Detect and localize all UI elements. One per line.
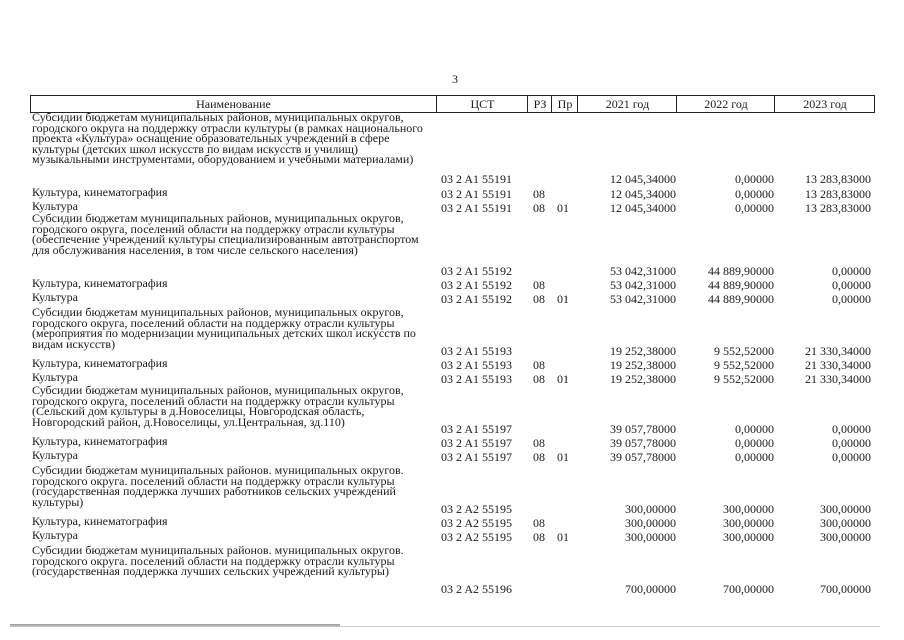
row-2023: 300,00000 [820, 530, 871, 544]
row-2021: 39 057,78000 [610, 450, 676, 464]
row-2021: 53 042,31000 [610, 292, 676, 306]
row-rz: 08 [533, 516, 545, 530]
row-2022: 300,00000 [723, 502, 774, 516]
row-cst: 03 2 A2 55195 [441, 516, 513, 530]
row-2022: 300,00000 [723, 530, 774, 544]
row-2022: 0,00000 [735, 201, 774, 215]
row-2021: 700,00000 [625, 582, 676, 596]
row-cst: 03 2 A2 55195 [441, 530, 513, 544]
row-2023: 0,00000 [832, 278, 871, 292]
row-2023: 700,00000 [820, 582, 871, 596]
row-2021: 300,00000 [625, 502, 676, 516]
row-name: Культура [32, 290, 78, 304]
row-name: Культура, кинематография [32, 434, 168, 448]
row-2023: 13 283,83000 [805, 172, 871, 186]
row-2023: 0,00000 [832, 292, 871, 306]
row-2021: 39 057,78000 [610, 436, 676, 450]
row-name: Культура, кинематография [32, 356, 168, 370]
header-pr: Пр [551, 96, 578, 112]
row-cst: 03 2 A2 55196 [441, 582, 513, 596]
row-2022: 0,00000 [735, 187, 774, 201]
row-2021: 19 252,38000 [610, 372, 676, 386]
row-2021: 39 057,78000 [610, 422, 676, 436]
row-2023: 0,00000 [832, 436, 871, 450]
row-cst: 03 2 A1 55192 [441, 264, 513, 278]
row-2022: 300,00000 [723, 516, 774, 530]
header-2021: 2021 год [577, 96, 677, 112]
row-2022: 0,00000 [735, 450, 774, 464]
row-2023: 300,00000 [820, 502, 871, 516]
row-rz: 08 [533, 187, 545, 201]
page-number: 3 [452, 72, 458, 86]
row-name: Культура [32, 199, 78, 213]
row-name: Культура, кинематография [32, 514, 168, 528]
row-2023: 13 283,83000 [805, 187, 871, 201]
row-2021: 300,00000 [625, 530, 676, 544]
row-2023: 21 330,34000 [805, 358, 871, 372]
row-2022: 0,00000 [735, 436, 774, 450]
row-name: Культура, кинематография [32, 276, 168, 290]
row-cst: 03 2 A1 55197 [441, 436, 513, 450]
row-cst: 03 2 A1 55192 [441, 278, 513, 292]
row-rz: 08 [533, 450, 545, 464]
row-cst: 03 2 A1 55193 [441, 358, 513, 372]
row-2022: 0,00000 [735, 422, 774, 436]
row-rz: 08 [533, 530, 545, 544]
row-pr: 01 [557, 292, 569, 306]
header-name: Наименование [196, 97, 271, 111]
header-2022: 2022 год [676, 96, 775, 112]
row-name: Субсидии бюджетам муниципальных районов, муниципальных округов, городского округа, поселений области на поддержку отрасли культуры (Сельский дом культуры в д.Новоселицы, Новгородская область, Новгородский район, д.Новоселицы, ул.Центральная, зд.110) [32, 383, 404, 429]
row-cst: 03 2 A1 55193 [441, 372, 513, 386]
row-2022: 9 552,52000 [714, 358, 774, 372]
row-name: Субсидии бюджетам муниципальных районов. муниципальных округов. городского округа. поселений области на поддержку отрасли культуры (государственная поддержка лучших работников сельских учреждений культуры) [32, 463, 404, 509]
row-2022: 44 889,90000 [708, 278, 774, 292]
footer-rule-right [340, 626, 880, 627]
row-cst: 03 2 A1 55192 [441, 292, 513, 306]
row-name: Субсидии бюджетам муниципальных районов, муниципальных округов, городского округа, поселений области на поддержку отрасли культуры (мероприятия по модернизации муниципальных детских школ искусств по видам искусств) [32, 305, 416, 351]
row-name: Культура, кинематография [32, 185, 168, 199]
row-cst: 03 2 A1 55197 [441, 422, 513, 436]
row-2022: 9 552,52000 [714, 344, 774, 358]
row-2021: 53 042,31000 [610, 264, 676, 278]
row-2021: 12 045,34000 [610, 187, 676, 201]
row-pr: 01 [557, 530, 569, 544]
row-cst: 03 2 A1 55191 [441, 187, 513, 201]
header-2023: 2023 год [774, 96, 875, 112]
row-cst: 03 2 A1 55191 [441, 172, 513, 186]
row-2021: 300,00000 [625, 516, 676, 530]
row-2022: 0,00000 [735, 172, 774, 186]
row-rz: 08 [533, 201, 545, 215]
row-name: Субсидии бюджетам муниципальных районов, муниципальных округов, городского округа, поселений области на поддержку отрасли культуры (обеспечение учреждений культуры специализированным автотранспортом для обслуживания населения, в том числе сельского населения) [32, 211, 419, 257]
row-cst: 03 2 A1 55191 [441, 201, 513, 215]
row-2023: 21 330,34000 [805, 344, 871, 358]
row-cst: 03 2 A1 55197 [441, 450, 513, 464]
row-rz: 08 [533, 278, 545, 292]
row-rz: 08 [533, 372, 545, 386]
row-2023: 13 283,83000 [805, 201, 871, 215]
row-2023: 300,00000 [820, 516, 871, 530]
header-rz: РЗ [527, 96, 552, 112]
row-pr: 01 [557, 372, 569, 386]
row-cst: 03 2 A1 55193 [441, 344, 513, 358]
row-2022: 44 889,90000 [708, 264, 774, 278]
row-name: Культура [32, 448, 78, 462]
row-2022: 700,00000 [723, 582, 774, 596]
row-2021: 19 252,38000 [610, 358, 676, 372]
row-name: Культура [32, 370, 78, 384]
row-2021: 53 042,31000 [610, 278, 676, 292]
row-2022: 9 552,52000 [714, 372, 774, 386]
row-2023: 21 330,34000 [805, 372, 871, 386]
row-cst: 03 2 A2 55195 [441, 502, 513, 516]
row-2021: 12 045,34000 [610, 201, 676, 215]
row-2023: 0,00000 [832, 450, 871, 464]
header-cst: ЦСТ [436, 96, 528, 112]
row-pr: 01 [557, 450, 569, 464]
row-2023: 0,00000 [832, 264, 871, 278]
row-2021: 12 045,34000 [610, 172, 676, 186]
row-2023: 0,00000 [832, 422, 871, 436]
row-2021: 19 252,38000 [610, 344, 676, 358]
row-pr: 01 [557, 201, 569, 215]
footer-rule [10, 624, 340, 627]
row-rz: 08 [533, 358, 545, 372]
row-rz: 08 [533, 436, 545, 450]
row-name: Субсидии бюджетам муниципальных районов, муниципальных округов, городского округа на поддержку отрасли культуры (в рамках национального проекта «Культура» оснащение образовательных учреждений в сфере культуры (детских школ искусств по видам искусств и училищ) музыкальными инструментами, оборудованием и учебными материалами) [32, 110, 423, 166]
row-rz: 08 [533, 292, 545, 306]
row-name: Субсидии бюджетам муниципальных районов. муниципальных округов. городского округа. поселений области на поддержку отрасли культуры (государственная поддержка лучших сельских учреждений культуры) [32, 543, 404, 578]
row-2022: 44 889,90000 [708, 292, 774, 306]
row-name: Культура [32, 528, 78, 542]
